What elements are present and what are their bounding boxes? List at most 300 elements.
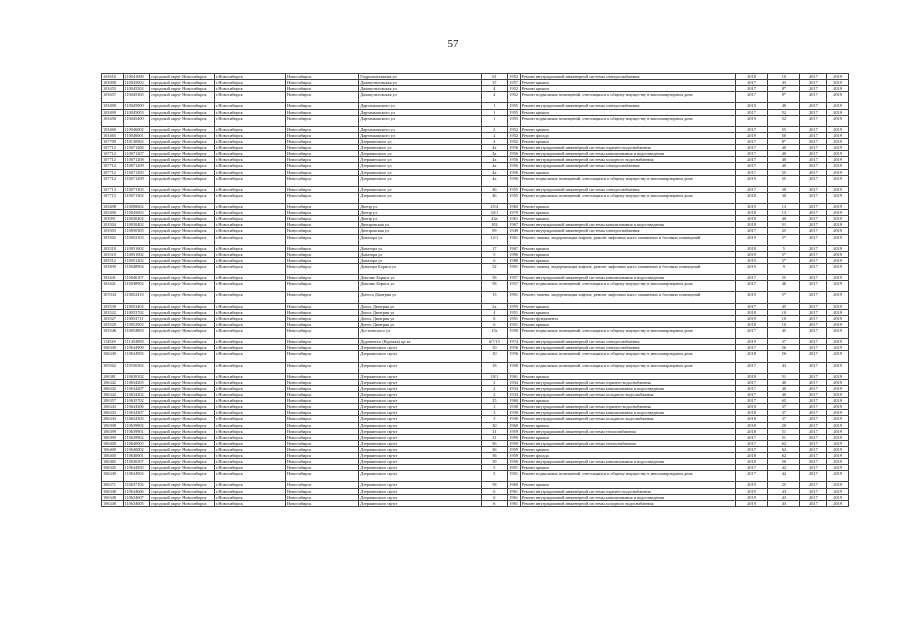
table-row	[102, 115, 849, 126]
cell-municipality: городской округ Новосибирск	[150, 163, 215, 169]
cell-period-start: 2017	[800, 373, 827, 379]
cell-period-end: 2019	[827, 379, 849, 385]
cell-plan-year: 2019	[735, 257, 767, 263]
cell-city: Новосибирск	[286, 471, 359, 482]
cell-work-id: 110071209	[123, 175, 150, 186]
cell-house-id: 106365	[102, 459, 124, 465]
cell-build-year: 1951	[507, 321, 520, 327]
cell-build-year: 1930	[507, 410, 520, 416]
cell-work-id: 110556302	[123, 362, 150, 373]
cell-period-start: 2017	[800, 362, 827, 373]
cell-house-number: 58	[481, 482, 507, 488]
cell-period-end: 2019	[827, 453, 849, 459]
cell-house-id: 103529	[102, 321, 124, 327]
cell-house-number: 2	[481, 379, 507, 385]
cell-plan-year: 2017	[735, 157, 767, 163]
cell-work-type: Ремонт фасада	[520, 132, 735, 138]
cell-plan-year: 2018	[735, 459, 767, 465]
cell-city: Новосибирск	[286, 292, 359, 303]
cell-period-start: 2017	[800, 459, 827, 465]
cell-house-number: 18	[481, 362, 507, 373]
cell-settlement: г.Новосибирск	[215, 234, 286, 245]
cell-settlement: г.Новосибирск	[215, 163, 286, 169]
cell-house-number: 4а	[481, 169, 507, 175]
cell-period-start: 2017	[800, 482, 827, 488]
cell-work-type: Ремонт крыши	[520, 422, 735, 428]
cell-municipality: городской округ Новосибирск	[150, 145, 215, 151]
cell-wear-percent: 40	[768, 157, 800, 163]
cell-work-id: 110048902	[123, 281, 150, 292]
cell-wear-percent: 43	[768, 362, 800, 373]
cell-city: Новосибирск	[286, 257, 359, 263]
cell-wear-percent: 62	[768, 453, 800, 459]
cell-street: Днепр ул	[359, 216, 482, 222]
cell-period-end: 2019	[827, 373, 849, 379]
cell-municipality: городской округ Новосибирск	[150, 465, 215, 471]
cell-city: Новосибирск	[286, 234, 359, 245]
cell-period-start: 2017	[800, 422, 827, 428]
cell-work-type: Ремонт внутридомовой инженерной системы теплоснабжения	[520, 428, 735, 434]
cell-period-end: 2019	[827, 339, 849, 345]
cell-work-type: Ремонт внутридомовой инженерной системы холодного водоснабжения	[520, 157, 735, 163]
cell-work-type: Ремонт крыши	[520, 251, 735, 257]
cell-work-id: 110051602	[123, 245, 150, 251]
cell-city: Новосибирск	[286, 351, 359, 362]
cell-settlement: г.Новосибирск	[215, 86, 286, 92]
cell-street: Дзержинского ул	[359, 163, 482, 169]
cell-municipality: городской округ Новосибирск	[150, 281, 215, 292]
cell-street: Доватора ул	[359, 251, 482, 257]
cell-plan-year: 2017	[735, 126, 767, 132]
cell-period-end: 2019	[827, 345, 849, 351]
cell-period-start: 2017	[800, 428, 827, 434]
cell-municipality: городской округ Новосибирск	[150, 434, 215, 440]
cell-municipality: городской округ Новосибирск	[150, 488, 215, 494]
cell-work-id: 110046107	[123, 275, 150, 281]
cell-period-end: 2019	[827, 92, 849, 103]
cell-settlement: г.Новосибирск	[215, 264, 286, 275]
cell-work-type: Ремонт внутридомовой инженерной системы электроснабжения	[520, 103, 735, 109]
cell-work-type: Ремонт внутридомовой инженерной системы канализования и водоотведения	[520, 459, 735, 465]
cell-build-year: 1956	[507, 351, 520, 362]
cell-house-number: 10	[481, 351, 507, 362]
cell-work-type: Ремонт подвальных помещений, относящихся к общему имуществу в многоквартирном доме	[520, 351, 735, 362]
cell-street: Дачакутиловская ул	[359, 80, 482, 86]
cell-street: Дзержинского пр-кт	[359, 392, 482, 398]
cell-plan-year: 2017	[735, 471, 767, 482]
cell-work-type: Ремонт подвальных помещений, относящихся к общему имуществу в многоквартирном доме	[520, 192, 735, 203]
cell-house-id: 107712	[102, 175, 124, 186]
cell-build-year: 1960	[507, 398, 520, 404]
cell-house-number: 25/4	[481, 204, 507, 210]
cell-house-id: 106400	[102, 440, 124, 446]
cell-wear-percent: 8*	[768, 92, 800, 103]
cell-work-id: 110071206	[123, 145, 150, 151]
cell-plan-year: 2019	[735, 115, 767, 126]
cell-house-number: 43а	[481, 216, 507, 222]
cell-build-year: 1955	[507, 186, 520, 192]
cell-work-id: 110639802	[123, 422, 150, 428]
cell-plan-year: 2019	[735, 264, 767, 275]
cell-house-id: 106348	[102, 494, 124, 500]
cell-build-year: 1957	[507, 281, 520, 292]
cell-municipality: городской округ Новосибирск	[150, 275, 215, 281]
cell-work-type: Ремонт внутридомовой инженерной системы холодного водоснабжения	[520, 500, 735, 506]
cell-municipality: городской округ Новосибирск	[150, 210, 215, 216]
cell-work-id: 110045502	[123, 86, 150, 92]
cell-street: Доватора ул	[359, 257, 482, 263]
cell-build-year: 1951	[507, 315, 520, 321]
cell-municipality: городской округ Новосибирск	[150, 234, 215, 245]
cell-settlement: г.Новосибирск	[215, 151, 286, 157]
cell-period-start: 2017	[800, 257, 827, 263]
cell-build-year: 1930	[507, 416, 520, 422]
cell-wear-percent: 51	[768, 373, 800, 379]
cell-municipality: городской округ Новосибирск	[150, 351, 215, 362]
cell-municipality: городской округ Новосибирск	[150, 109, 215, 115]
cell-street: Дзержинского ул	[359, 175, 482, 186]
cell-wear-percent: 40	[768, 379, 800, 385]
cell-city: Новосибирск	[286, 216, 359, 222]
cell-period-start: 2017	[800, 145, 827, 151]
cell-settlement: г.Новосибирск	[215, 345, 286, 351]
cell-city: Новосибирск	[286, 210, 359, 216]
cell-plan-year: 2017	[735, 186, 767, 192]
cell-work-type: Ремонт внутридомовой инженерной системы электроснабжения	[520, 339, 735, 345]
cell-house-number: 4	[481, 139, 507, 145]
cell-house-number: 58	[481, 275, 507, 281]
cell-period-end: 2019	[827, 328, 849, 339]
cell-build-year: 1930	[507, 404, 520, 410]
cell-work-id: 110637102	[123, 482, 150, 488]
cell-house-id: 103008	[102, 80, 124, 86]
cell-period-end: 2019	[827, 103, 849, 109]
cell-city: Новосибирск	[286, 163, 359, 169]
cell-work-type: Ремонт внутридомовой инженерной системы горячего водоснабжения	[520, 404, 735, 410]
cell-settlement: г.Новосибирск	[215, 321, 286, 327]
cell-house-number: 61	[481, 74, 507, 80]
cell-street: Дзержинского ул	[359, 192, 482, 203]
cell-house-number: 6	[481, 321, 507, 327]
cell-house-number: 25	[481, 398, 507, 404]
cell-city: Новосибирск	[286, 434, 359, 440]
cell-house-number: 13	[481, 292, 507, 303]
cell-work-type: Ремонт внутридомовой инженерной системы канализования и водоотведения	[520, 410, 735, 416]
cell-wear-percent: 40	[768, 145, 800, 151]
cell-period-start: 2017	[800, 115, 827, 126]
cell-settlement: г.Новосибирск	[215, 115, 286, 126]
cell-street: Дзержинского ул	[359, 186, 482, 192]
cell-settlement: г.Новосибирск	[215, 192, 286, 203]
cell-city: Новосибирск	[286, 362, 359, 373]
cell-street: Дзержинского пр-кт	[359, 410, 482, 416]
cell-work-type: Ремонт внутридомовой инженерной системы электроснабжения	[520, 228, 735, 234]
cell-period-end: 2019	[827, 222, 849, 228]
cell-plan-year: 2017	[735, 163, 767, 169]
cell-house-id: 105562	[102, 362, 124, 373]
cell-plan-year: 2017	[735, 92, 767, 103]
cell-work-type: Ремонт подвальных помещений, относящихся к общему имуществу в многоквартирном доме	[520, 328, 735, 339]
cell-city: Новосибирск	[286, 482, 359, 488]
cell-plan-year: 2017	[735, 281, 767, 292]
cell-period-end: 2019	[827, 428, 849, 434]
cell-work-id: 110640005	[123, 440, 150, 446]
cell-municipality: городской округ Новосибирск	[150, 222, 215, 228]
cell-wear-percent: 5*	[768, 234, 800, 245]
cell-settlement: г.Новосибирск	[215, 109, 286, 115]
cell-settlement: г.Новосибирск	[215, 500, 286, 506]
cell-house-number: 46	[481, 192, 507, 203]
cell-municipality: городской округ Новосибирск	[150, 115, 215, 126]
cell-settlement: г.Новосибирск	[215, 339, 286, 345]
cell-build-year: 1952	[507, 139, 520, 145]
cell-period-start: 2017	[800, 103, 827, 109]
cell-street: Дзержинского пр-кт	[359, 345, 482, 351]
cell-wear-percent: 51	[768, 434, 800, 440]
cell-house-number: 15а	[481, 328, 507, 339]
cell-build-year: 1960	[507, 204, 520, 210]
cell-period-start: 2017	[800, 86, 827, 92]
cell-build-year: 1960	[507, 422, 520, 428]
cell-period-start: 2017	[800, 303, 827, 309]
cell-work-id: 110640001	[123, 453, 150, 459]
cell-wear-percent: 52	[768, 109, 800, 115]
cell-settlement: г.Новосибирск	[215, 175, 286, 186]
cell-build-year: 1952	[507, 92, 520, 103]
cell-city: Новосибирск	[286, 422, 359, 428]
cell-period-start: 2017	[800, 328, 827, 339]
cell-work-type: Ремонт внутридомовой инженерной системы электроснабжения	[520, 74, 735, 80]
cell-work-id: 110634605	[123, 500, 150, 506]
cell-city: Новосибирск	[286, 157, 359, 163]
cell-municipality: городской округ Новосибирск	[150, 471, 215, 482]
cell-work-id: 110052410	[123, 292, 150, 303]
cell-city: Новосибирск	[286, 440, 359, 446]
cell-period-start: 2017	[800, 192, 827, 203]
cell-municipality: городской округ Новосибирск	[150, 192, 215, 203]
cell-period-end: 2019	[827, 151, 849, 157]
cell-work-type: Ремонт крыши	[520, 126, 735, 132]
cell-plan-year: 2019	[735, 315, 767, 321]
cell-period-start: 2017	[800, 175, 827, 186]
cell-plan-year: 2018	[735, 422, 767, 428]
cell-build-year: 1959	[507, 434, 520, 440]
cell-street: Днепровская ул	[359, 228, 482, 234]
cell-build-year: 1951	[507, 471, 520, 482]
cell-period-start: 2017	[800, 488, 827, 494]
cell-period-end: 2019	[827, 86, 849, 92]
cell-house-number: 2а	[481, 303, 507, 309]
cell-municipality: городской округ Новосибирск	[150, 453, 215, 459]
cell-work-type: Ремонт внутридомовой инженерной системы горячего водоснабжения	[520, 379, 735, 385]
cell-house-number: 4а	[481, 163, 507, 169]
cell-period-start: 2017	[800, 275, 827, 281]
cell-build-year: 1991	[507, 264, 520, 275]
cell-city: Новосибирск	[286, 488, 359, 494]
cell-plan-year: 2019	[735, 292, 767, 303]
cell-municipality: городской округ Новосибирск	[150, 257, 215, 263]
cell-plan-year: 2018	[735, 428, 767, 434]
cell-period-start: 2017	[800, 92, 827, 103]
cell-municipality: городской округ Новосибирск	[150, 459, 215, 465]
cell-period-end: 2019	[827, 482, 849, 488]
cell-wear-percent: 52	[768, 115, 800, 126]
cell-municipality: городской округ Новосибирск	[150, 251, 215, 257]
cell-municipality: городской округ Новосибирск	[150, 385, 215, 391]
cell-period-start: 2017	[800, 440, 827, 446]
cell-street: Дзержинского пр-кт	[359, 434, 482, 440]
cell-work-type: Ремонт внутридомовой инженерной системы холодного водоснабжения	[520, 416, 735, 422]
cell-house-id: 103465	[102, 132, 124, 138]
cell-plan-year: 2017	[735, 109, 767, 115]
cell-settlement: г.Новосибирск	[215, 139, 286, 145]
cell-work-id: 110046001	[123, 132, 150, 138]
cell-period-start: 2017	[800, 500, 827, 506]
cell-municipality: городской округ Новосибирск	[150, 92, 215, 103]
cell-work-id: 111454909	[123, 339, 150, 345]
cell-house-id: 114549	[102, 339, 124, 345]
cell-build-year: 1970	[507, 210, 520, 216]
cell-settlement: г.Новосибирск	[215, 379, 286, 385]
cell-plan-year: 2018	[735, 351, 767, 362]
cell-work-type: Ремонт фундамента	[520, 315, 735, 321]
cell-municipality: городской округ Новосибирск	[150, 494, 215, 500]
cell-house-id: 106349	[102, 351, 124, 362]
cell-settlement: г.Новосибирск	[215, 351, 286, 362]
cell-settlement: г.Новосибирск	[215, 392, 286, 398]
cell-city: Новосибирск	[286, 264, 359, 275]
cell-house-id: 106348	[102, 488, 124, 494]
cell-period-end: 2019	[827, 145, 849, 151]
cell-settlement: г.Новосибирск	[215, 434, 286, 440]
cell-street: Днепр ул	[359, 204, 482, 210]
cell-municipality: городской округ Новосибирск	[150, 245, 215, 251]
cell-build-year: 1955	[507, 192, 520, 203]
cell-build-year: 1956	[507, 459, 520, 465]
cell-municipality: городской округ Новосибирск	[150, 303, 215, 309]
cell-work-type: Ремонт внутридомовой инженерной системы канализования и водоотведения	[520, 222, 735, 228]
cell-period-end: 2019	[827, 309, 849, 315]
cell-street: Дзержинского ул	[359, 157, 482, 163]
cell-plan-year: 2017	[735, 228, 767, 234]
table-row	[102, 351, 849, 362]
cell-plan-year: 2018	[735, 74, 767, 80]
cell-period-start: 2017	[800, 398, 827, 404]
cell-city: Новосибирск	[286, 494, 359, 500]
cell-house-number: 30	[481, 422, 507, 428]
cell-house-id: 107034	[102, 292, 124, 303]
cell-plan-year: 2017	[735, 169, 767, 175]
cell-municipality: городской округ Новосибирск	[150, 321, 215, 327]
cell-settlement: г.Новосибирск	[215, 222, 286, 228]
cell-work-id: 110045003	[123, 109, 150, 115]
cell-work-type: Ремонт крыши	[520, 139, 735, 145]
cell-street: Дзержинского пр-кт	[359, 416, 482, 422]
cell-period-end: 2019	[827, 488, 849, 494]
cell-settlement: г.Новосибирск	[215, 494, 286, 500]
cell-street: Доватора ул	[359, 234, 482, 245]
cell-period-end: 2019	[827, 385, 849, 391]
cell-municipality: городской округ Новосибирск	[150, 416, 215, 422]
cell-settlement: г.Новосибирск	[215, 471, 286, 482]
cell-period-start: 2017	[800, 351, 827, 362]
cell-house-id: 106371	[102, 482, 124, 488]
cell-wear-percent: 50	[768, 459, 800, 465]
cell-plan-year: 2019	[735, 175, 767, 186]
cell-build-year: 1991	[507, 292, 520, 303]
cell-settlement: г.Новосибирск	[215, 74, 286, 80]
cell-settlement: г.Новосибирск	[215, 428, 286, 434]
cell-build-year: 1956	[507, 151, 520, 157]
cell-street: Дзержинского пр-кт	[359, 488, 482, 494]
cell-plan-year: 2018	[735, 321, 767, 327]
cell-period-start: 2017	[800, 453, 827, 459]
cell-settlement: г.Новосибирск	[215, 440, 286, 446]
cell-build-year: 1950	[507, 328, 520, 339]
cell-build-year: 1956	[507, 169, 520, 175]
cell-street: Донос Дмитрия ул	[359, 315, 482, 321]
cell-work-type: Ремонт крыши	[520, 257, 735, 263]
cell-work-id: 110634202	[123, 392, 150, 398]
cell-house-number: 1	[481, 115, 507, 126]
cell-wear-percent: 55	[768, 275, 800, 281]
cell-work-id: 110071207	[123, 151, 150, 157]
cell-work-type: Ремонт крыши	[520, 309, 735, 315]
cell-municipality: городской округ Новосибирск	[150, 186, 215, 192]
cell-house-number: 36	[481, 453, 507, 459]
cell-city: Новосибирск	[286, 222, 359, 228]
cell-build-year: 1961	[507, 373, 520, 379]
cell-period-start: 2017	[800, 339, 827, 345]
cell-plan-year: 2017	[735, 139, 767, 145]
cell-city: Новосибирск	[286, 465, 359, 471]
cell-period-end: 2019	[827, 204, 849, 210]
cell-period-start: 2017	[800, 471, 827, 482]
cell-wear-percent: 45	[768, 303, 800, 309]
cell-city: Новосибирск	[286, 80, 359, 86]
cell-house-id: 106398	[102, 422, 124, 428]
cell-period-end: 2019	[827, 321, 849, 327]
cell-wear-percent: 37	[768, 404, 800, 410]
cell-municipality: городской округ Новосибирск	[150, 482, 215, 488]
cell-municipality: городской округ Новосибирск	[150, 398, 215, 404]
cell-municipality: городской округ Новосибирск	[150, 446, 215, 452]
cell-settlement: г.Новосибирск	[215, 453, 286, 459]
cell-city: Новосибирск	[286, 446, 359, 452]
cell-build-year: 1951	[507, 465, 520, 471]
cell-work-id: 110634902	[123, 471, 150, 482]
cell-work-id: 110045602	[123, 210, 150, 216]
cell-house-number: 52	[481, 264, 507, 275]
cell-municipality: городской округ Новосибирск	[150, 216, 215, 222]
cell-period-end: 2019	[827, 465, 849, 471]
cell-work-type: Ремонт, замена, модернизация лифтов, ремонт лифтовых шахт, машинных и блочных помещений	[520, 292, 735, 303]
cell-period-start: 2017	[800, 315, 827, 321]
cell-house-id: 107712	[102, 157, 124, 163]
cell-period-start: 2017	[800, 379, 827, 385]
cell-period-end: 2019	[827, 398, 849, 404]
cell-plan-year: 2017	[735, 86, 767, 92]
cell-work-type: Ремонт внутридомовой инженерной системы канализования и водоотведения	[520, 151, 735, 157]
cell-house-number: 2	[481, 385, 507, 391]
cell-plan-year: 2017	[735, 80, 767, 86]
cell-period-start: 2017	[800, 404, 827, 410]
cell-house-number: 3	[481, 404, 507, 410]
cell-wear-percent: 62	[768, 440, 800, 446]
cell-wear-percent: 40	[768, 392, 800, 398]
cell-house-id: 106343	[102, 404, 124, 410]
cell-work-id: 110634905	[123, 351, 150, 362]
